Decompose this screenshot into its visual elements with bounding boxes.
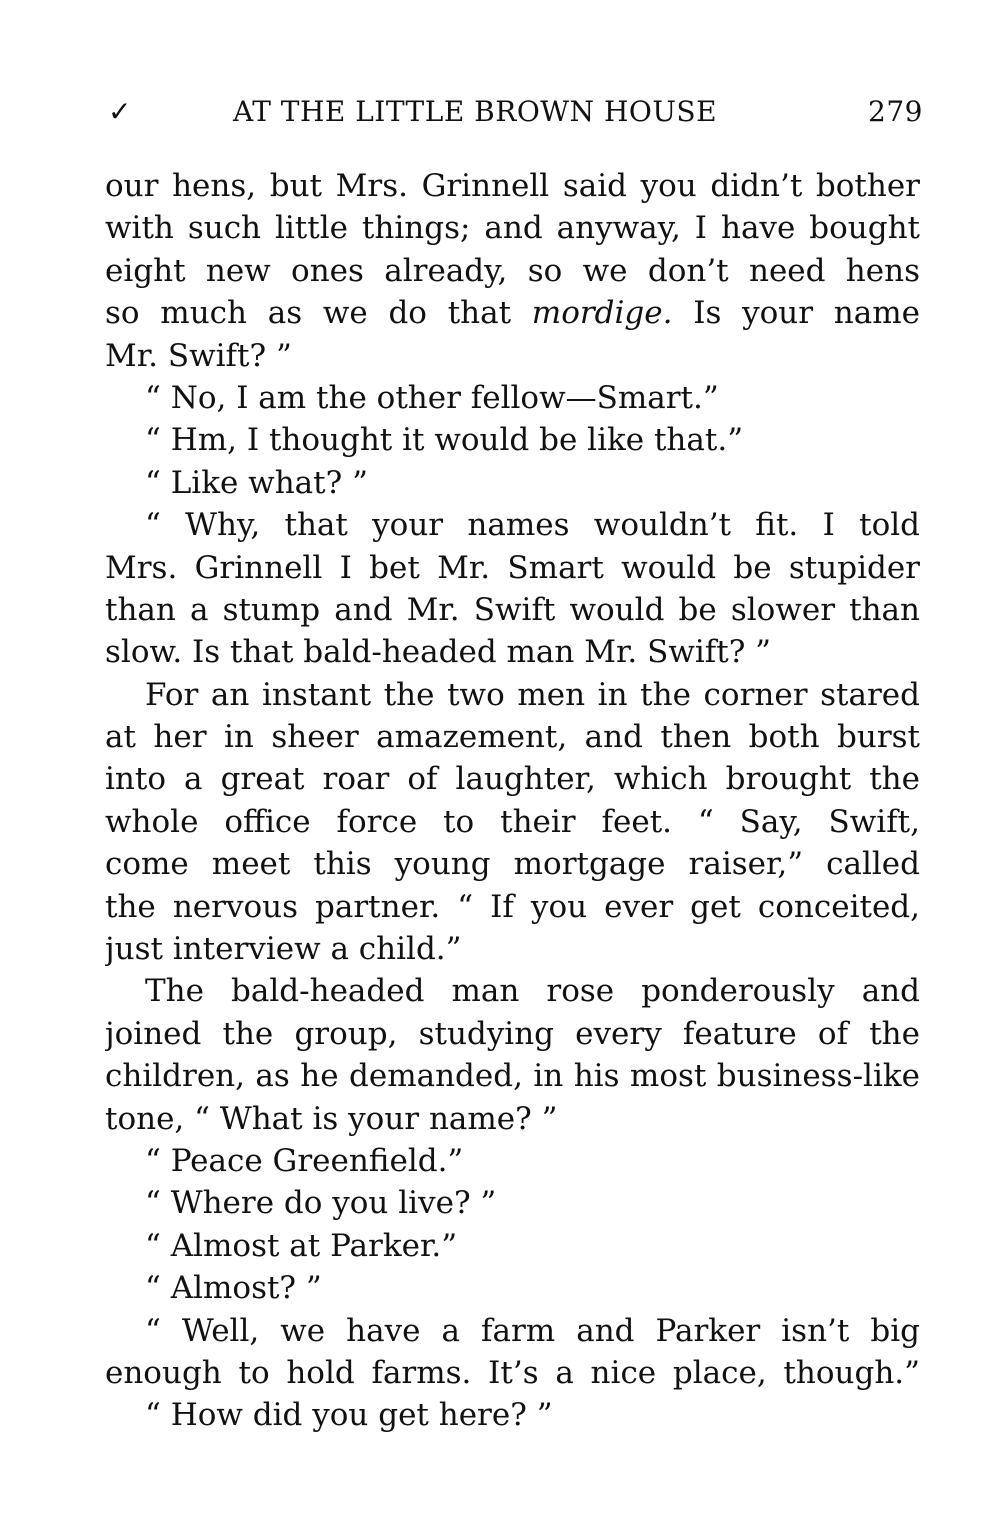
text-line: Mrs. Grinnell I bet Mr. Smart would be stupider	[105, 549, 920, 586]
text-line: with such little things; and anyway, I have bought	[105, 210, 920, 247]
text-line: “ Where do you live? ”	[145, 1185, 497, 1222]
text-line: “ Well, we have a farm and Parker isn’t big	[145, 1312, 920, 1349]
text-line: our hens, but Mrs. Grinnell said you didn’t bother	[105, 168, 920, 204]
text-line: “ Hm, I thought it would be like that.”	[145, 422, 744, 459]
text-line: the nervous partner. “ If you ever get conceited,	[105, 888, 920, 925]
text-line: into a great roar of laughter, which brought the	[105, 761, 920, 798]
text-run: Is your name	[672, 295, 920, 332]
text-line: “ Peace Greenfield.”	[145, 1142, 464, 1179]
text-line: “ No, I am the other fellow—Smart.”	[145, 379, 719, 416]
text-line: enough to hold farms. It’s a nice place, though.”	[105, 1354, 920, 1391]
page-number: 279	[868, 95, 923, 128]
text-line: “ Why, that your names wouldn’t fit. I told	[145, 507, 920, 544]
running-header	[108, 95, 923, 135]
running-title: AT THE LITTLE BROWN HOUSE	[233, 95, 718, 128]
text-line: Mr. Swift? ”	[105, 337, 292, 374]
text-line: come meet this young mortgage raiser,” called	[105, 846, 920, 883]
text-line: joined the group, studying every feature of the	[105, 1015, 920, 1052]
text-run: so much as we do that	[105, 295, 532, 332]
text-line: For an instant the two men in the corner stared	[145, 676, 920, 713]
text-line: “ Almost? ”	[145, 1270, 322, 1307]
text-line: slow. Is that bald-headed man Mr. Swift? ”	[105, 634, 772, 671]
page-body	[105, 165, 920, 1437]
text-line: “ How did you get here? ”	[145, 1397, 553, 1434]
text-line: tone, “ What is your name? ”	[105, 1100, 558, 1137]
text-line: The bald-headed man rose ponderously and	[145, 973, 920, 1010]
check-mark-icon: ✓	[108, 95, 132, 128]
text-line: children, as he demanded, in his most business-like	[105, 1058, 920, 1095]
text-line: “ Almost at Parker.”	[145, 1227, 458, 1264]
text-line: than a stump and Mr. Swift would be slower than	[105, 591, 920, 628]
text-line: at her in sheer amazement, and then both burst	[105, 719, 920, 756]
text-line: “ Like what? ”	[145, 464, 368, 501]
text-line	[105, 292, 920, 334]
italic-word: mordige.	[531, 295, 673, 332]
text-line: eight new ones already, so we don’t need hens	[105, 252, 920, 289]
text-line: just interview a child.”	[105, 931, 462, 968]
text-line: whole office force to their feet. “ Say, Swift,	[105, 803, 920, 840]
